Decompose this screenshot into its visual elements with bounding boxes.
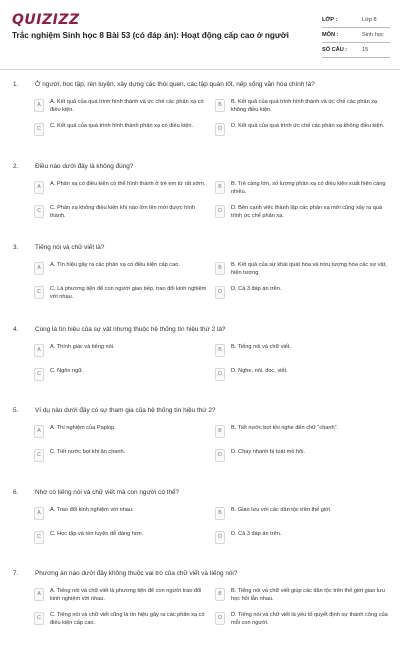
- option-text: C. Kết quả của quá trình hình thành phản xạ có điều kiện.: [50, 123, 194, 129]
- option-d[interactable]: [215, 284, 391, 303]
- option-text: D. Nghe, nói, đọc, viết.: [231, 367, 288, 374]
- option-c[interactable]: [34, 366, 210, 385]
- question-item: [0, 567, 400, 649]
- question-text: Điều nào dưới đây là không đúng?: [35, 162, 134, 170]
- option-c[interactable]: [34, 121, 210, 140]
- option-letter: A: [34, 99, 44, 112]
- option-a[interactable]: [34, 423, 210, 442]
- meta-row-subject: [322, 28, 390, 43]
- worksheet-header: [0, 0, 400, 66]
- option-letter: B: [215, 344, 225, 357]
- option-letter: A: [34, 588, 44, 601]
- option-letter: C: [34, 449, 44, 462]
- option-c[interactable]: [34, 447, 210, 466]
- meta-value: Sinh học: [362, 32, 384, 38]
- option-letter: A: [34, 181, 44, 194]
- option-letter: C: [34, 205, 44, 218]
- option-letter: D: [215, 368, 225, 381]
- option-letter: A: [34, 344, 44, 357]
- option-letter: C: [34, 123, 44, 136]
- question-number: 7.: [13, 570, 19, 577]
- option-text: B. Tiếng nói và chữ viết giúp các dân tộc trên thế giới giao lưu học hỏi lẫn nhau.: [231, 588, 385, 602]
- option-d[interactable]: [215, 366, 391, 385]
- option-d[interactable]: [215, 610, 391, 629]
- option-text: D. Kết quả của quá trình ức chế các phản xạ không điều kiện.: [231, 123, 385, 129]
- question-item: [0, 78, 400, 160]
- meta-row-count: [322, 43, 390, 58]
- option-d[interactable]: [215, 203, 391, 222]
- option-text: B. Tiếng nói và chữ viết.: [231, 343, 292, 350]
- option-c[interactable]: [34, 529, 210, 548]
- question-number: 2.: [13, 162, 19, 170]
- option-text: B. Kết quả của quá trình hình thành và ức chế các phản xạ không điều kiện.: [231, 99, 378, 113]
- option-b[interactable]: [215, 505, 391, 524]
- question-item: [0, 404, 400, 486]
- option-letter: B: [215, 588, 225, 601]
- option-d[interactable]: [215, 529, 391, 548]
- option-b[interactable]: [215, 97, 391, 116]
- question-number: 3.: [13, 244, 19, 251]
- question-item: [0, 160, 400, 242]
- question-text: Ví dụ nào dưới đây có sự tham gia của hệ thống tín hiệu thứ 2?: [35, 407, 216, 414]
- question-item: [0, 323, 400, 405]
- option-b[interactable]: [215, 342, 391, 361]
- option-a[interactable]: [34, 179, 210, 198]
- meta-key: MÔN :: [322, 32, 339, 38]
- question-number: 4.: [13, 325, 19, 333]
- option-b[interactable]: [215, 260, 391, 279]
- option-letter: A: [34, 507, 44, 520]
- option-c[interactable]: [34, 203, 210, 222]
- option-letter: A: [34, 425, 44, 438]
- meta-key: LỚP :: [322, 17, 338, 23]
- option-letter: D: [215, 612, 225, 625]
- question-text: Cùng là tín hiệu của sự vật nhưng thuộc hệ thống tín hiệu thứ 2 là?: [35, 325, 226, 333]
- option-text: D. Cả 3 đáp án trên.: [231, 530, 282, 537]
- option-a[interactable]: [34, 260, 210, 279]
- question-text: Phương án nào dưới đây không thuộc vai trò của chữ viết và tiếng nói?: [35, 570, 238, 577]
- option-letter: C: [34, 368, 44, 381]
- option-text: A. Phản xạ có điều kiện có thể hình thành ở trẻ em từ rất sớm.: [50, 180, 206, 187]
- option-text: A. Kết quả của quá trình hình thành và ức chế các phản xạ có điều kiện.: [50, 99, 204, 113]
- option-letter: B: [215, 425, 225, 438]
- question-text: Tiếng nói và chữ viết là?: [35, 244, 105, 251]
- option-text: D. Cả 3 đáp án trên.: [231, 286, 282, 292]
- option-letter: B: [215, 507, 225, 520]
- option-b[interactable]: [215, 586, 391, 605]
- option-text: C. Học tập và rèn luyện dễ dàng hơn.: [50, 530, 144, 537]
- option-letter: D: [215, 286, 225, 299]
- option-c[interactable]: [34, 284, 210, 303]
- question-number: 1.: [13, 81, 19, 88]
- option-text: B. Tiết nước bọt khi nghe đến chữ "chanh".: [231, 425, 339, 431]
- option-letter: B: [215, 99, 225, 112]
- option-letter: B: [215, 181, 225, 194]
- question-item: [0, 486, 400, 568]
- question-number: 5.: [13, 407, 19, 414]
- meta-row-class: [322, 13, 390, 28]
- option-a[interactable]: [34, 505, 210, 524]
- option-text: C. Tiếng nói và chữ viết cũng là tín hiệu gây ra các phản xạ có điều kiện cấp cao.: [50, 612, 205, 626]
- option-text: A. Thí nghiệm của Paplop.: [50, 425, 116, 431]
- meta-table: [322, 13, 390, 58]
- option-text: A. Trao đổi kinh nghiệm với nhau.: [50, 506, 134, 513]
- meta-value: Lớp 8: [362, 17, 377, 23]
- option-b[interactable]: [215, 423, 391, 442]
- header-divider: [0, 69, 400, 70]
- option-text: C. Ngôn ngữ.: [50, 367, 84, 374]
- worksheet-title: Trắc nghiệm Sinh học 8 Bài 53 (có đáp án): Hoạt động cấp cao ở người: [12, 31, 289, 40]
- option-letter: C: [34, 286, 44, 299]
- option-text: B. Giao lưu với các dân tộc trên thế giới.: [231, 506, 332, 513]
- option-a[interactable]: [34, 586, 210, 605]
- option-text: A. Tiếng nói và chữ viết là phương tiện để con người trao đổi kinh nghiệm với nhau.: [50, 588, 202, 602]
- option-text: B. Kết quả của sự khái quát hóa và trừu tượng hóa các sự vật, hiện tượng.: [231, 262, 387, 276]
- option-text: D. Chạy nhanh bị toát mồ hôi.: [231, 449, 306, 455]
- option-text: C. Là phương tiện để con người giao tiếp, trao đổi kinh nghiệm với nhau.: [50, 286, 207, 300]
- meta-value: 15: [362, 47, 369, 53]
- option-letter: D: [215, 449, 225, 462]
- option-letter: D: [215, 205, 225, 218]
- option-letter: D: [215, 123, 225, 136]
- question-number: 6.: [13, 488, 19, 496]
- meta-key: SỐ CÂU :: [322, 47, 348, 53]
- option-d[interactable]: [215, 121, 391, 140]
- option-letter: C: [34, 531, 44, 544]
- question-text: Nhờ có tiếng nói và chữ viết mà con người có thể?: [35, 488, 180, 496]
- question-list: [0, 78, 400, 649]
- question-item: [0, 241, 400, 323]
- option-letter: B: [215, 262, 225, 275]
- option-text: A. Thính giác và tiếng nói.: [50, 343, 115, 350]
- option-letter: C: [34, 612, 44, 625]
- option-text: A. Tín hiệu gây ra các phản xạ có điều kiện cấp cao.: [50, 262, 180, 268]
- option-c[interactable]: [34, 610, 210, 629]
- option-text: C. Phản xạ không điều kiện khi nào lớn lên mới được hình thành.: [50, 204, 196, 219]
- option-d[interactable]: [215, 447, 391, 466]
- option-text: B. Trẻ càng lớn, số lượng phản xạ có điều kiện xuất hiện càng nhiều.: [231, 180, 386, 195]
- option-text: D. Tiếng nói và chữ viết là yếu tố quyết định sự thành công của mỗi con người.: [231, 612, 388, 626]
- option-b[interactable]: [215, 179, 391, 198]
- question-text: Ở người, học tập, rèn luyện, xây dựng các thói quen, các tập quán tốt, nếp sống văn hóa chính là?: [35, 81, 315, 88]
- option-a[interactable]: [34, 342, 210, 361]
- option-letter: D: [215, 531, 225, 544]
- option-text: D. Bên cạnh việc thành lập các phản xạ mới cũng xảy ra quá trình ức chế phản xạ.: [231, 204, 383, 219]
- option-a[interactable]: [34, 97, 210, 116]
- option-text: C. Tiết nước bọt khi ăn chanh.: [50, 449, 126, 455]
- quizizz-logo: QUIZIZZ: [12, 12, 80, 28]
- option-letter: A: [34, 262, 44, 275]
